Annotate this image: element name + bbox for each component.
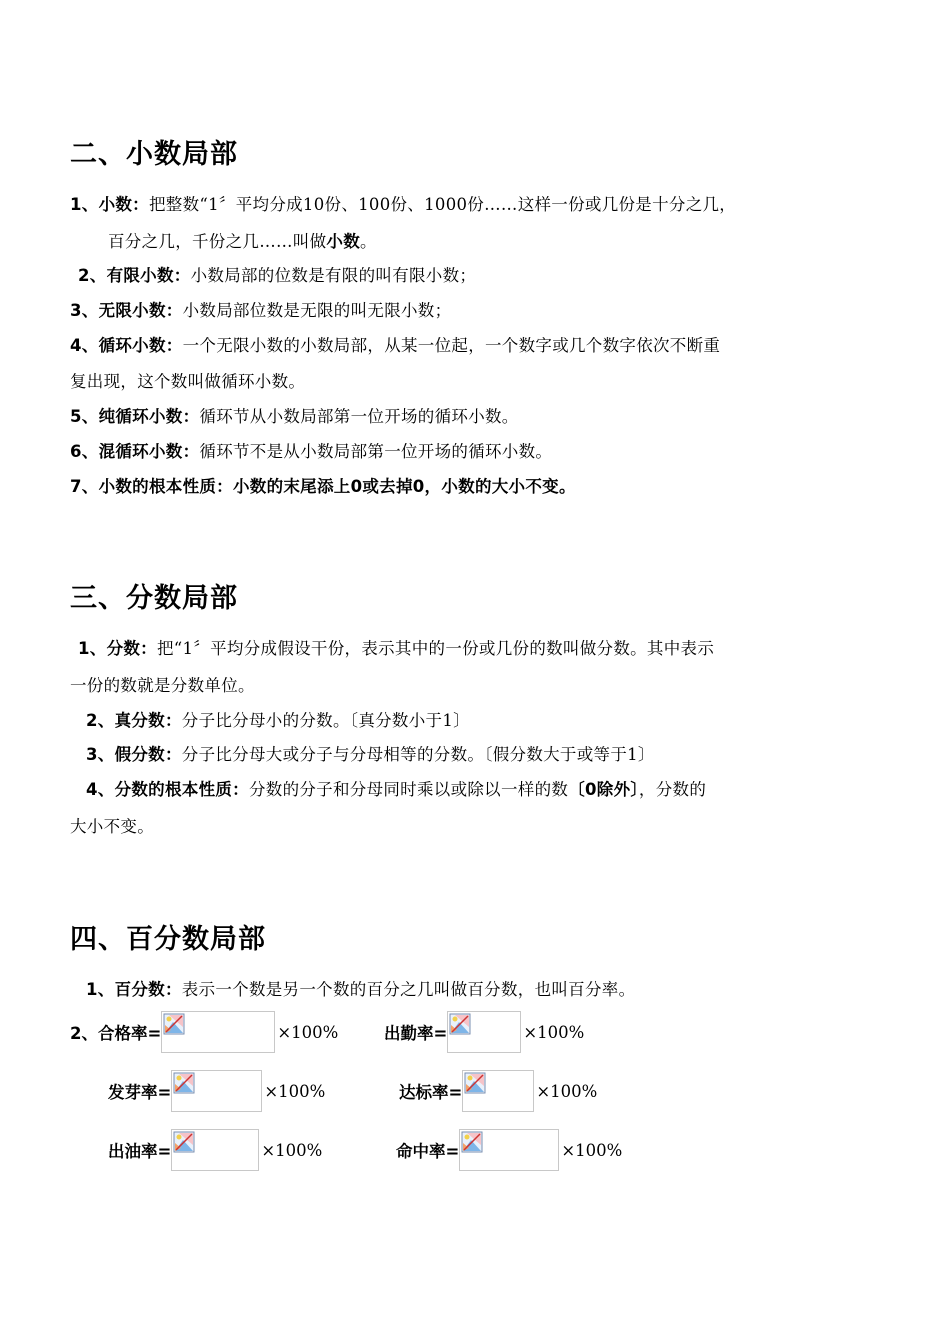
fraction-definition-cont: 一份的数就是分数单位。 [70, 676, 255, 695]
mixed-repeating-decimal: 6、混循环小数：循环节不是从小数局部第一位开场的循环小数。 [70, 442, 553, 461]
fraction-basic-property: 4、分数的根本性质：分数的分子和分母同时乘以或除以一样的数〔0除外〕，分数的 [86, 780, 707, 799]
broken-image-icon [173, 1131, 195, 1153]
formula-image-placeholder [447, 1011, 521, 1053]
term-label: 1、小数： [70, 195, 149, 214]
repeating-decimal: 4、循环小数：一个无限小数的小数局部，从某一位起，一个数字或几个数字依次不断重 [70, 336, 721, 355]
formula-attendance-rate: 出勤率= ×100% [384, 1009, 584, 1055]
finite-decimal: 2、有限小数：小数局部的位数是有限的叫有限小数； [78, 266, 477, 285]
formula-oil-yield-rate: 出油率= ×100% [108, 1127, 322, 1173]
broken-image-icon [163, 1013, 185, 1035]
formula-image-placeholder [459, 1129, 559, 1171]
infinite-decimal: 3、无限小数：小数局部位数是无限的叫无限小数； [70, 301, 452, 320]
formula-image-placeholder [171, 1070, 262, 1112]
decimal-definition: 1、小数：把整数“1〞平均分成10份、100份、1000份……这样一份或几份是十分之几， [70, 195, 737, 214]
percent-definition: 1、百分数：表示一个数是另一个数的百分之几叫做百分数，也叫百分率。 [86, 980, 636, 999]
decimal-definition-cont: 百分之几，千份之几……叫做小数。 [108, 232, 377, 251]
proper-fraction: 2、真分数：分子比分母小的分数。〔真分数小于1〕 [86, 711, 470, 730]
broken-image-icon [461, 1131, 483, 1153]
fraction-basic-property-cont: 大小不变。 [70, 817, 154, 836]
broken-image-icon [464, 1072, 486, 1094]
section-3-title: 三、分数局部 [70, 583, 238, 614]
formula-hit-rate: 命中率= ×100% [396, 1127, 622, 1173]
formula-image-placeholder [171, 1129, 259, 1171]
formula-pass-rate: 2、 合格率= ×100% [70, 1009, 338, 1055]
decimal-basic-property: 7、小数的根本性质：小数的末尾添上0或去掉0，小数的大小不变。 [70, 477, 576, 496]
improper-fraction: 3、假分数：分子比分母大或分子与分母相等的分数。〔假分数大于或等于1〕 [86, 745, 655, 764]
pure-repeating-decimal: 5、纯循环小数：循环节从小数局部第一位开场的循环小数。 [70, 407, 519, 426]
broken-image-icon [449, 1013, 471, 1035]
formula-compliance-rate: 达标率= ×100% [399, 1068, 597, 1114]
section-4-title: 四、百分数局部 [70, 924, 266, 955]
fraction-definition: 1、分数：把“1〞平均分成假设干份，表示其中的一份或几份的数叫做分数。其中表示 [78, 639, 715, 658]
formula-image-placeholder [462, 1070, 534, 1112]
repeating-decimal-cont: 复出现，这个数叫做循环小数。 [70, 372, 306, 391]
formula-image-placeholder [161, 1011, 275, 1053]
section-2-title: 二、小数局部 [70, 139, 238, 170]
broken-image-icon [173, 1072, 195, 1094]
formula-germination-rate: 发芽率= ×100% [108, 1068, 325, 1114]
